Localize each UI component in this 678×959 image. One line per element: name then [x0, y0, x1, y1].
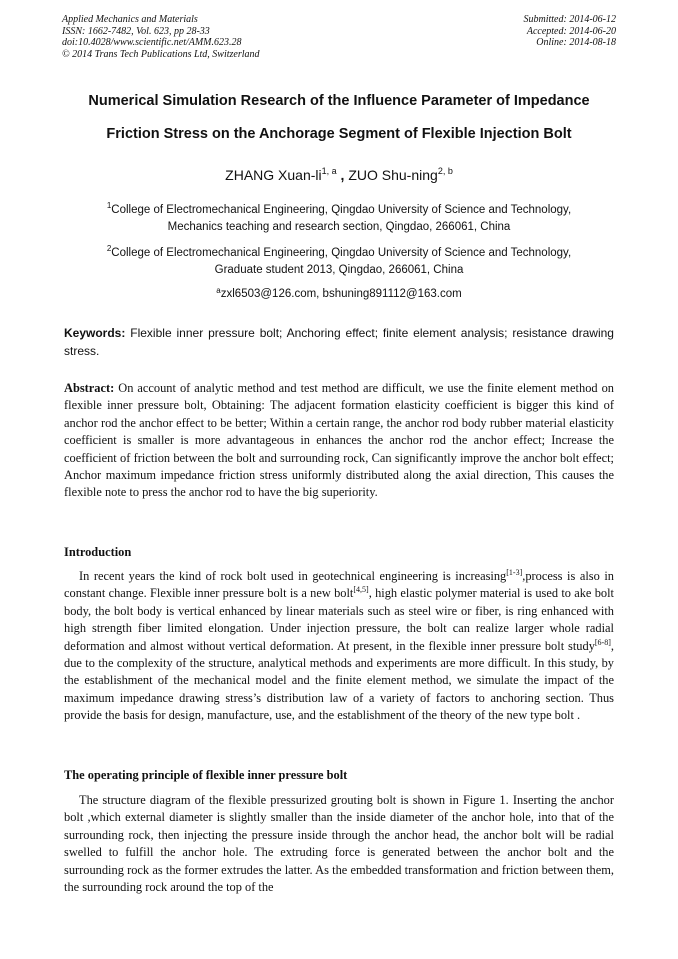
author-list: [0, 167, 678, 183]
principle-text: The structure diagram of the flexible pressurized grouting bolt is shown in Figure 1. Inserting the anchor bolt ,which external diameter is slightly smaller than the inside diameter of the anchor hole, into that of the surrounding rock, then injecting the pressure inside through the anchor head, the anchor bolt will be radial swelled to fulfill the anchor hole. The extruding force is generated between the anchor bolt and the surrounding rock as the former extrudes the latter. As the embedded transformation and friction between them, the surrounding rock around the top of the: [64, 793, 614, 895]
intro-text-1: In recent years the kind of rock bolt used in geotechnical engineering is increasing: [79, 569, 507, 583]
keywords-label: Keywords:: [64, 326, 126, 340]
keywords-section: [64, 324, 614, 360]
citation-ref-1: [1-3]: [506, 568, 523, 577]
affiliation-2-line-2: Graduate student 2013, Qingdao, 266061, China: [214, 264, 464, 276]
abstract-text: On account of analytic method and test method are difficult, we use the finite element method on flexible inner pressure bolt, Obtaining: The adjacent formation elasticity coefficient is bigger this kind of anchor rod the anchor effect to be better; Within a certain range, the anchor rod body rubber material elasticity coefficient is smaller is more advantageous in enhances the anchor rod the anchor effect; Increase the coefficient of friction between the bolt and surrounding rock, Can significantly improve the anchor bolt effect; Anchor maximum impedance friction stress uniformly distributed along the axial direction, This causes the flexible note to press the anchor rod to have the big superiority.: [64, 381, 614, 500]
citation-ref-2: [4,5]: [353, 585, 369, 595]
accepted-date: Accepted: 2014-06-20: [526, 25, 616, 37]
affiliation-1-line-2: Mechanics teaching and research section, Qingdao, 266061, China: [167, 221, 511, 233]
submitted-date: Submitted: 2014-06-12: [523, 14, 616, 25]
email-text: zxl6503@126.com, bshuning891112@163.com: [220, 288, 462, 300]
introduction-paragraph: [64, 568, 614, 725]
affiliation-2-line-1: College of Electromechanical Engineering, Qingdao University of Science and Technology,: [111, 247, 572, 259]
citation-ref-3: [6-8]: [594, 637, 611, 647]
author-1-affiliation-mark: 1, a: [321, 166, 337, 176]
author-2-name: ZUO Shu-ning: [348, 167, 438, 183]
journal-name: Applied Mechanics and Materials: [62, 14, 198, 25]
paper-title-line-2: Friction Stress on the Anchorage Segment of Flexible Injection Bolt: [106, 126, 572, 142]
abstract-label: Abstract:: [64, 381, 115, 395]
journal-doi: doi:10.4028/www.scientific.net/AMM.623.28: [62, 37, 242, 48]
journal-info: [62, 14, 260, 60]
affiliation-2: [40, 245, 638, 279]
email-mark: a: [216, 286, 221, 295]
submission-dates: [524, 14, 617, 49]
author-1-name: ZHANG Xuan-li: [225, 167, 322, 183]
keywords-text: Flexible inner pressure bolt; Anchoring effect; finite element analysis; resistance drawing stress.: [64, 326, 614, 358]
principle-heading: The operating principle of flexible inner pressure bolt: [64, 768, 348, 782]
intro-text-4: , due to the complexity of the structure, analytical methods and experiments are more difficult. In this study, by the establishment of the mechanical model and the finite element method, we simulate the impact of the maximum impedance drawing stress’s distribution law of a variety of factors to anchoring section. Thus provide the basis for design, manufacture, use, and the establishment of the theory of the new type bolt .: [64, 638, 614, 723]
journal-issn: ISSN: 1662-7482, Vol. 623, pp 28-33: [62, 25, 210, 37]
affiliation-2-mark: 2: [106, 244, 112, 253]
affiliation-1-line-1: College of Electromechanical Engineering, Qingdao University of Science and Technology,: [111, 204, 572, 216]
author-emails: [0, 288, 678, 300]
intro-text-3: , high elastic polymer material is used to ake bolt body, the bolt body is vertical enhanced by linear materials such as steel wire or fiber, is ring enhanced with high strength fiber limited elongation. Under injection pressure, the bolt can realize larger whole radial deformation and almost without vertical deformation. At present, in the flexible inner pressure bolt study: [64, 586, 614, 653]
author-2-affiliation-mark: 2, b: [437, 166, 453, 176]
author-separator: ,: [340, 167, 345, 183]
affiliation-1-mark: 1: [106, 201, 112, 210]
introduction-heading: Introduction: [64, 545, 132, 559]
affiliation-1: [40, 202, 638, 236]
principle-paragraph: [64, 792, 614, 896]
journal-copyright: © 2014 Trans Tech Publications Ltd, Switzerland: [62, 48, 260, 60]
online-date: Online: 2014-08-18: [536, 37, 616, 48]
intro-text-2: ,process is also in constant change. Flexible inner pressure bolt is a new bolt: [64, 569, 614, 601]
paper-title-line-1: Numerical Simulation Research of the Influence Parameter of Impedance: [88, 93, 590, 109]
abstract-section: [64, 380, 614, 502]
